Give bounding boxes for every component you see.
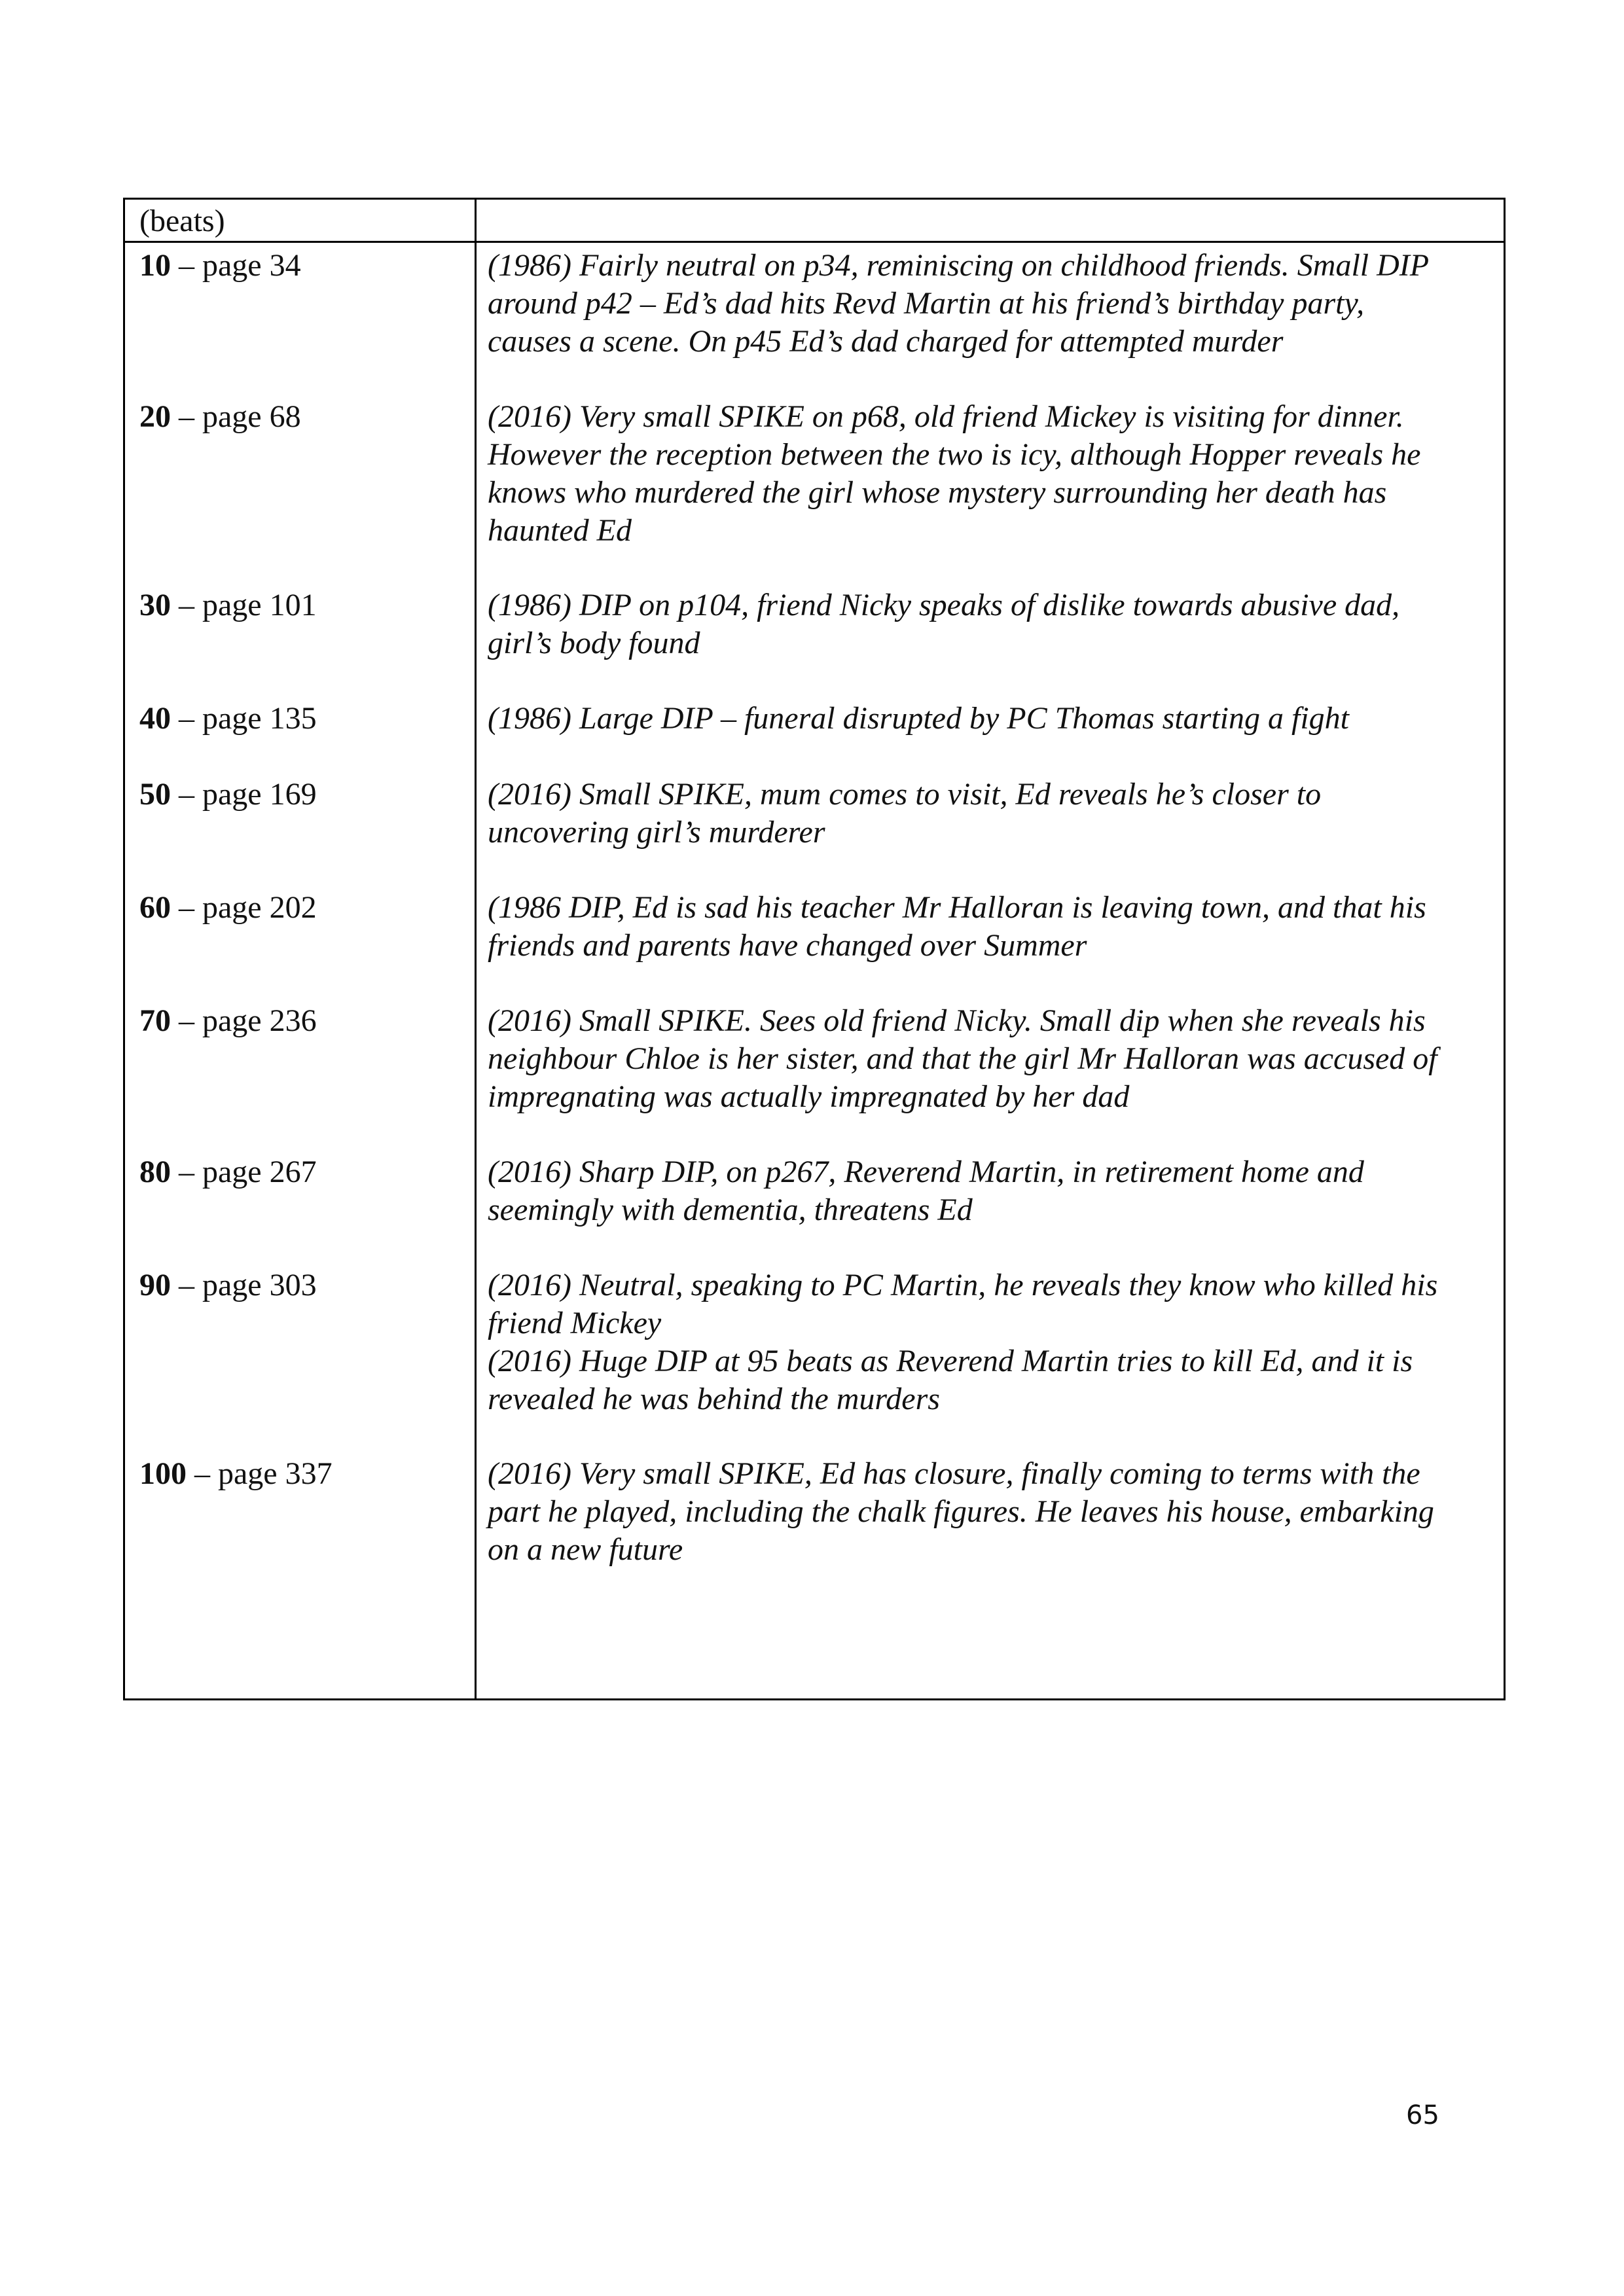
description-line: (1986) DIP on p104, friend Nicky speaks of dislike towards abusive dad,: [488, 588, 1400, 622]
description-line: on a new future: [488, 1532, 683, 1567]
beat-label-20: [139, 398, 301, 436]
beat-page: – page 303: [171, 1268, 317, 1302]
beat-page: – page 236: [171, 1003, 317, 1038]
description-line: (2016) Huge DIP at 95 beats as Reverend Martin tries to kill Ed, and it is: [488, 1344, 1413, 1378]
beat-description-90: [488, 1266, 1496, 1418]
description-line: (2016) Small SPIKE. Sees old friend Nicky. Small dip when she reveals his: [488, 1003, 1426, 1038]
beat-description-60: [488, 889, 1496, 965]
description-line: (2016) Sharp DIP, on p267, Reverend Martin, in retirement home and: [488, 1155, 1364, 1189]
beat-page: – page 169: [171, 777, 317, 812]
beat-page: – page 135: [171, 701, 317, 736]
beat-label-70: [139, 1002, 317, 1040]
description-line: uncovering girl’s murderer: [488, 815, 825, 850]
beat-number: 80: [139, 1155, 171, 1189]
beat-number: 40: [139, 701, 171, 736]
beats-table: [123, 198, 1506, 1700]
beat-description-70: [488, 1002, 1496, 1116]
description-line: neighbour Chloe is her sister, and that the girl Mr Halloran was accused of: [488, 1041, 1437, 1076]
beat-number: 90: [139, 1268, 171, 1302]
beat-page: – page 202: [171, 890, 317, 925]
description-line: (1986 DIP, Ed is sad his teacher Mr Halloran is leaving town, and that his: [488, 890, 1426, 925]
beat-number: 50: [139, 777, 171, 812]
description-line: causes a scene. On p45 Ed’s dad charged for attempted murder: [488, 324, 1284, 359]
beat-number: 20: [139, 399, 171, 434]
beat-description-100: [488, 1455, 1496, 1569]
description-line: girl’s body found: [488, 626, 700, 660]
description-line: (2016) Neutral, speaking to PC Martin, he reveals they know who killed his: [488, 1268, 1438, 1302]
beat-page: – page 68: [171, 399, 301, 434]
header-label: (beats): [139, 204, 225, 238]
beat-label-50: [139, 776, 317, 814]
beat-label-80: [139, 1153, 317, 1191]
beat-page: – page 34: [171, 248, 301, 283]
beat-description-10: [488, 247, 1496, 361]
beat-description-30: [488, 586, 1496, 662]
description-line: However the reception between the two is icy, although Hopper reveals he: [488, 437, 1421, 472]
beat-page: – page 101: [171, 588, 317, 622]
description-line: friends and parents have changed over Summer: [488, 928, 1087, 963]
beat-label-90: [139, 1266, 317, 1304]
description-line: revealed he was behind the murders: [488, 1382, 940, 1416]
description-line: knows who murdered the girl whose mystery surrounding her death has: [488, 475, 1387, 510]
beat-label-100: [139, 1455, 333, 1493]
beat-description-80: [488, 1153, 1496, 1229]
beat-label-60: [139, 889, 317, 927]
beat-label-30: [139, 586, 317, 624]
header-divider: [125, 241, 1504, 243]
beat-description-50: [488, 776, 1496, 852]
beat-number: 100: [139, 1456, 187, 1491]
description-line: (2016) Small SPIKE, mum comes to visit, Ed reveals he’s closer to: [488, 777, 1322, 812]
description-line: friend Mickey: [488, 1306, 662, 1340]
description-line: (1986) Fairly neutral on p34, reminiscing on childhood friends. Small DIP: [488, 248, 1430, 283]
description-line: seemingly with dementia, threatens Ed: [488, 1193, 973, 1227]
description-line: (2016) Very small SPIKE, Ed has closure, finally coming to terms with the: [488, 1456, 1420, 1491]
description-line: (2016) Very small SPIKE on p68, old friend Mickey is visiting for dinner.: [488, 399, 1404, 434]
beat-page: – page 267: [171, 1155, 317, 1189]
column-divider: [475, 200, 477, 1698]
beat-number: 10: [139, 248, 171, 283]
description-line: part he played, including the chalk figures. He leaves his house, embarking: [488, 1494, 1434, 1529]
beat-number: 30: [139, 588, 171, 622]
beat-number: 70: [139, 1003, 171, 1038]
description-line: around p42 – Ed’s dad hits Revd Martin at his friend’s birthday party,: [488, 286, 1365, 321]
description-line: (1986) Large DIP – funeral disrupted by PC Thomas starting a fight: [488, 701, 1350, 736]
description-line: haunted Ed: [488, 513, 632, 548]
beat-number: 60: [139, 890, 171, 925]
beat-label-40: [139, 700, 317, 738]
page-number: 65: [1406, 2100, 1439, 2130]
beat-description-20: [488, 398, 1496, 550]
beat-description-40: [488, 700, 1496, 738]
beat-page: – page 337: [187, 1456, 333, 1491]
beat-label-10: [139, 247, 301, 285]
description-line: impregnating was actually impregnated by her dad: [488, 1079, 1130, 1114]
